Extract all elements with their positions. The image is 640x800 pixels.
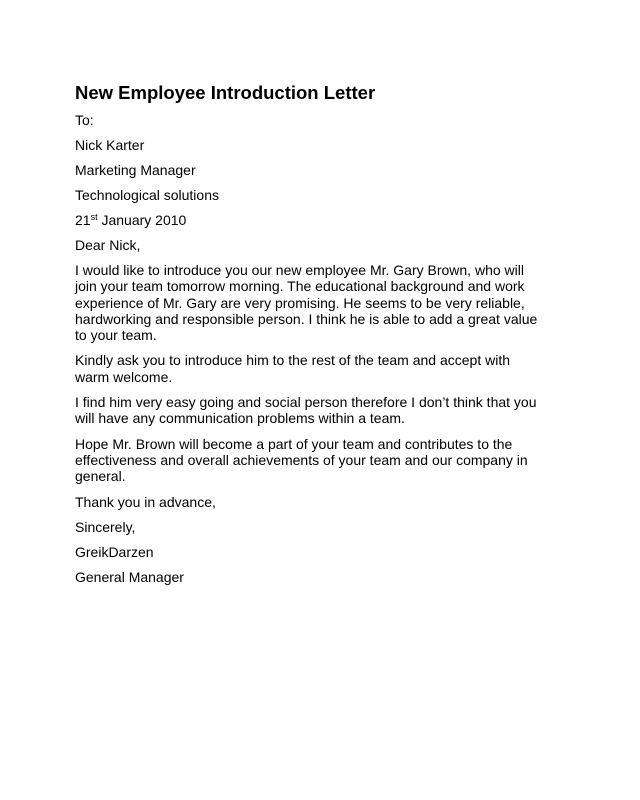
date-day: 21 — [75, 212, 91, 228]
to-label: To: — [75, 112, 94, 128]
paragraph-line: join your team tomorrow morning. The educational background and work — [75, 278, 525, 295]
closing-line: Sincerely, — [75, 518, 136, 535]
paragraph-line: I would like to introduce you our new employee Mr. Gary Brown, who will — [75, 262, 524, 278]
thanks-line: Thank you in advance, — [75, 493, 216, 510]
paragraph-hope — [75, 436, 575, 485]
paragraph-line: I find him very easy going and social person therefore I don’t think that you — [75, 394, 537, 411]
signer-title: General Manager — [75, 568, 184, 585]
letter-title: New Employee Introduction Letter — [75, 82, 376, 103]
paragraph-line: Hope Mr. Brown will become a part of your team and contributes to the — [75, 435, 513, 452]
paragraph-line: Kindly ask you to introduce him to the rest of the team and accept with — [75, 352, 511, 369]
paragraph-line: general. — [75, 468, 126, 485]
date-suffix: st — [90, 212, 98, 222]
recipient-name: Nick Karter — [75, 137, 145, 153]
paragraph-introduction — [75, 262, 575, 343]
recipient-company: Technological solutions — [75, 187, 219, 203]
recipient-title: Marketing Manager — [75, 162, 196, 178]
salutation: Dear Nick, — [75, 237, 141, 253]
paragraph-request — [75, 352, 575, 385]
signer-name: GreikDarzen — [75, 543, 154, 560]
date-rest: January 2010 — [97, 212, 187, 228]
paragraph-line: experience of Mr. Gary are very promising. He seems to be very reliable, — [75, 294, 525, 311]
paragraph-assessment — [75, 394, 575, 427]
letter-date — [75, 212, 575, 228]
paragraph-line: will have any communication problems within a team. — [75, 410, 405, 427]
letter-body — [75, 82, 575, 594]
paragraph-line: effectiveness and overall achievements of your team and our company in — [75, 451, 528, 468]
paragraph-line: warm welcome. — [75, 368, 173, 385]
paragraph-line: hardworking and responsible person. I think he is able to add a great value — [75, 310, 538, 327]
paragraph-line: to your team. — [75, 327, 157, 344]
